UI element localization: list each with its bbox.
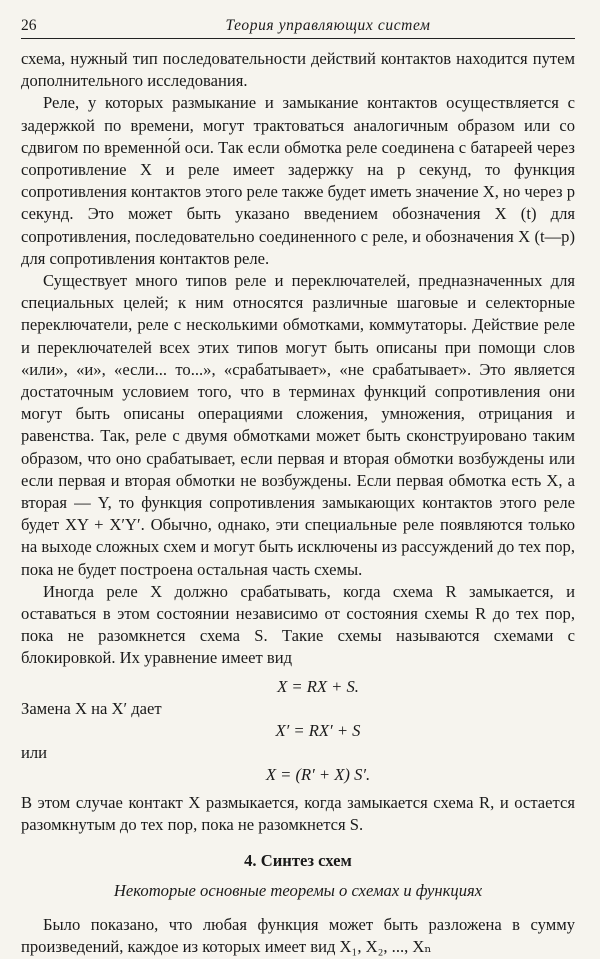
running-title: Теория управляющих систем [225,17,431,34]
page-number: 26 [21,17,37,34]
equation: X = RX + S. [277,676,359,696]
equation-label: или [21,742,48,762]
equation-row [21,742,575,764]
equation-label: Замена X на X′ дает [21,698,162,718]
equation: X′ = RX′ + S [275,720,361,740]
equation-row [21,676,575,698]
paragraph: схема, нужный тип последовательности действий контактов находится путем дополнительного исследования. [21,49,575,91]
section-title: 4. Синтез схем [244,851,352,871]
equation-row [21,698,575,720]
page-header [21,16,575,39]
equation: X = (R′ + X) S′. [265,764,371,784]
equation-row [21,764,575,786]
paragraph: В этом случае контакт X размыкается, когда замыкается схема R, и остается разомкнутым до тех пор, пока не разомкнется S. [21,792,575,834]
paragraph: Было показано, что любая функция может быть разложена в сумму произведений, каждое из которых имеет вид X₁, X₂, ..., Xₙ [21,915,575,957]
paragraph: Существует много типов реле и переключателей, предназначенных для специальных целей; к ним относятся различные шаговые и селекторные переключатели, реле с несколькими обмотками, коммутаторы. Действие реле и переключателей всех этих типов могут быть описаны при помощи слов «или», «и», «если... то...», «срабатывает», «не срабатывает». Это является достаточным условием того, что в терминах функций сопротивления они могут быть описаны операциями сложения, умножения, отрицания и равенства. Так, реле с двумя обмотками может быть сконструировано таким образом, что оно срабатывает, если первая и вторая обмотки возбуждены или если первая и вторая обмотки не возбуждены. Если первая обмотка есть X, а вторая — Y, то функция сопротивления замыкающих контактов этого реле будет XY + X′Y′. Обычно, однако, эти специальные реле появляются только на выходе сложных схем и могут быть исключены из рассуждений до тех пор, пока не будет построена остальная часть схемы. [21,271,575,579]
paragraph: Реле, у которых размыкание и замыкание контактов осуществляется с задержкой по времени, могут трактоваться аналогичным образом или со сдвигом по временно́й оси. Так если обмотка реле соединена с батареей через сопротивление X и реле имеет задержку на p секунд, то функция сопротивления контактов этого реле также будет иметь значение X, но через p секунд. Это может быть указано введением обозначения X (t) для сопротивления, последовательно соединенного с реле, и обозначения X (t—p) для сопротивления контактов реле. [21,93,575,268]
book-page [21,16,575,959]
equation-row [21,720,575,742]
paragraph: Иногда реле X должно срабатывать, когда схема R замыкается, и оставаться в этом состоянии независимо от состояния схемы R до тех пор, пока не разомкнется схема S. Такие схемы называются схемами с блокировкой. Их уравнение имеет вид [21,581,575,668]
page-body [21,48,575,959]
section-subtitle: Некоторые основные теоремы о схемах и функциях [113,881,483,901]
